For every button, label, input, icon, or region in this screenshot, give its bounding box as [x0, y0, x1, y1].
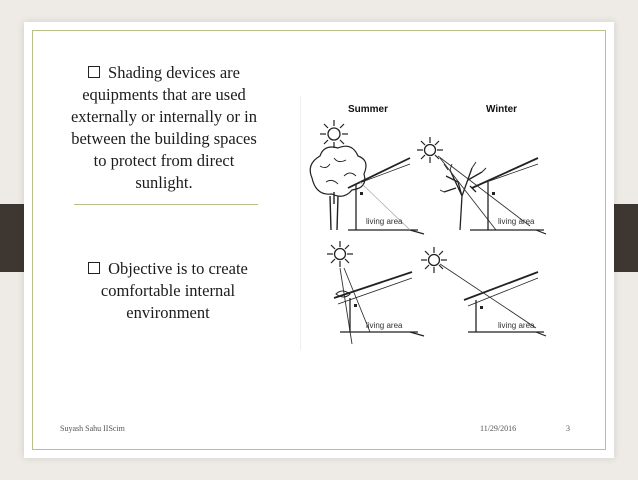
living-area-label-2: living area — [498, 217, 535, 226]
left-side-tab — [0, 204, 24, 272]
bullet-objective — [60, 258, 276, 324]
living-area-label-4: living area — [498, 321, 535, 330]
footer-date: 11/29/2016 — [480, 424, 517, 433]
bullet-shading-devices — [64, 62, 264, 194]
living-area-label-1: living area — [366, 217, 403, 226]
footer-author: Suyash Sahu IIScim — [60, 424, 125, 433]
winter-label: Winter — [486, 104, 518, 115]
bullet1-text: Shading devices are equipments that are used externally or internally or in between the building spaces to protect from direct sunlight. — [70, 63, 258, 192]
summer-label: Summer — [348, 104, 389, 115]
bullet2-text: Objective is to create comfortable internal environment — [100, 259, 248, 322]
checkbox-bullet-icon — [88, 66, 100, 78]
right-side-tab — [614, 204, 638, 272]
checkbox-bullet-icon — [88, 262, 100, 274]
shading-diagram — [300, 96, 548, 350]
divider-line — [74, 204, 258, 205]
footer-page-number: 3 — [566, 424, 570, 433]
living-area-label-3: living area — [366, 321, 403, 330]
